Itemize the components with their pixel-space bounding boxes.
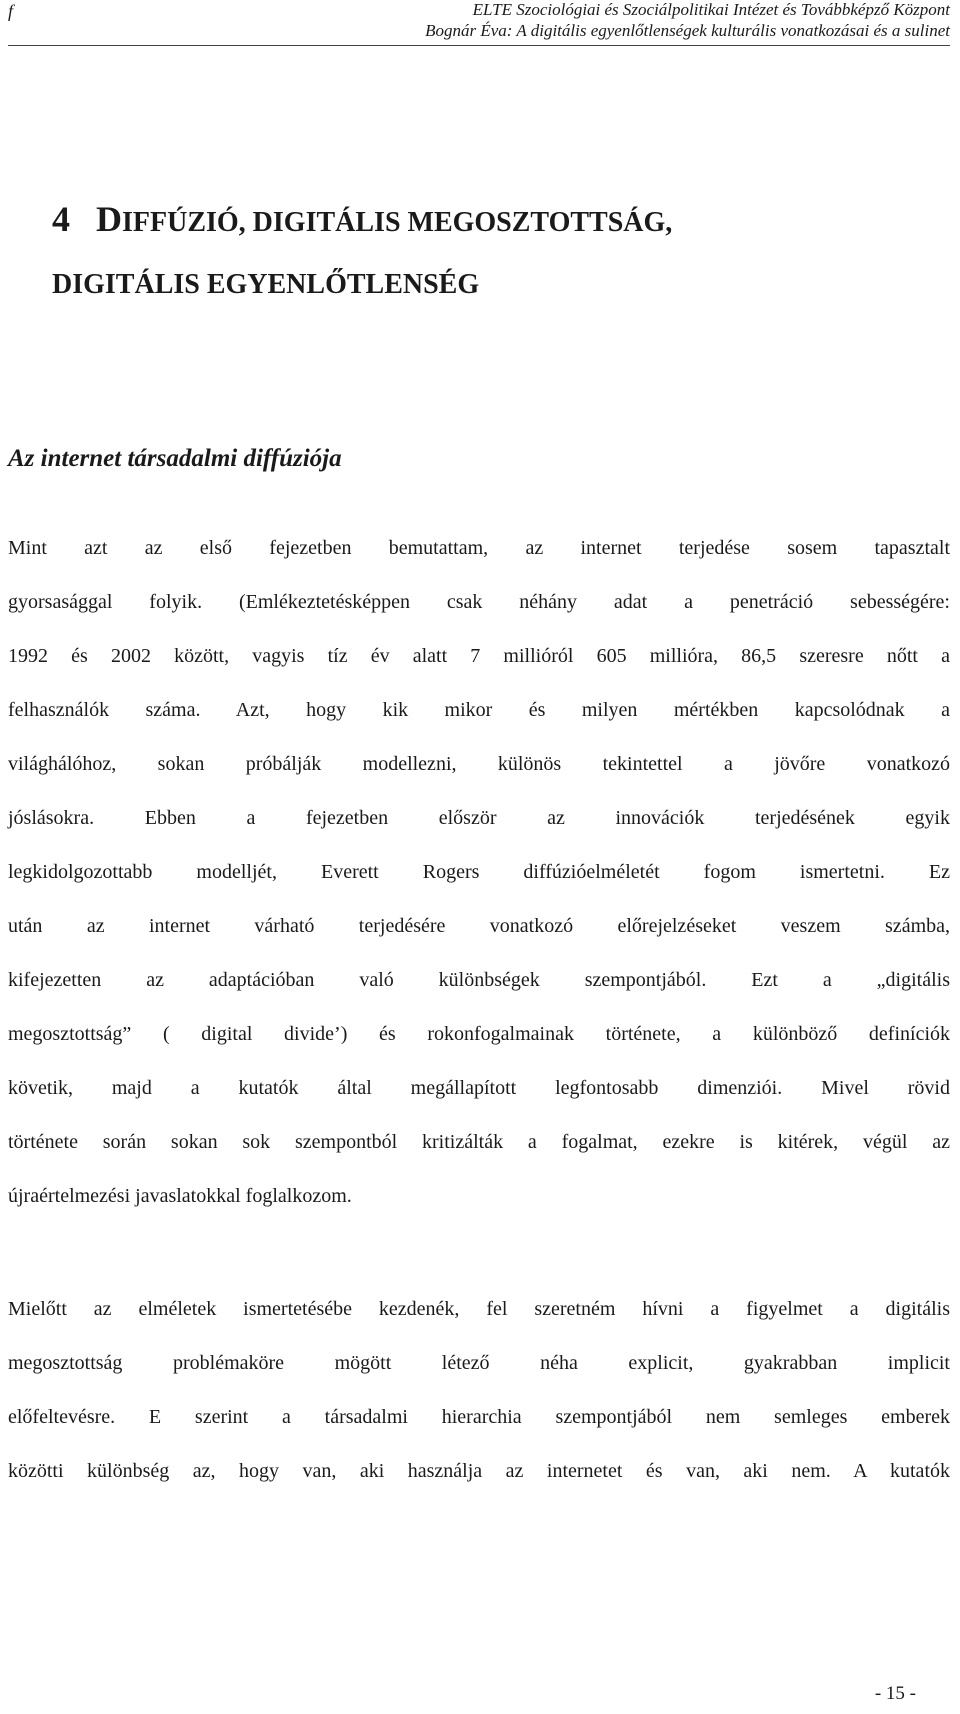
chapter-title-line2: DIGITÁLIS EGYENLŐTLENSÉG [52, 269, 480, 300]
header-author-title: Bognár Éva: A digitális egyenlőtlenségek kulturális vonatkozásai és a sulinet [425, 21, 950, 40]
paragraph-1 [8, 521, 950, 1223]
paragraph-line: után az internet várható terjedésére vonatkozó előrejelzéseket veszem számba, [8, 915, 950, 937]
paragraph-line: kifejezetten az adaptációban való különbségek szempontjából. Ezt a „digitális [8, 969, 950, 991]
paragraph-line: előfeltevésre. E szerint a társadalmi hierarchia szempontjából nem semleges emberek [8, 1406, 950, 1428]
paragraph-line: világhálóhoz, sokan próbálják modellezni, különös tekintettel a jövőre vonatkozó [8, 753, 950, 775]
paragraph-line: megosztottság problémaköre mögött létező néha explicit, gyakrabban implicit [8, 1352, 950, 1374]
page-number: - 15 - [874, 1683, 916, 1704]
paragraph-line: követik, majd a kutatók által megállapított legfontosabb dimenziói. Mivel rövid [8, 1077, 950, 1099]
chapter-title-line1: IFFÚZIÓ, DIGITÁLIS MEGOSZTOTTSÁG, [122, 207, 673, 238]
paragraph-line: közötti különbség az, hogy van, aki használja az internetet és van, aki nem. A kutatók [8, 1460, 950, 1482]
paragraph-line: Mint azt az első fejezetben bemutattam, az internet terjedése sosem tapasztalt [8, 537, 950, 559]
paragraph-line: 1992 és 2002 között, vagyis tíz év alatt 7 millióról 605 millióra, 86,5 szeresre nőtt a [8, 645, 950, 667]
paragraph-line: felhasználók száma. Azt, hogy kik mikor és milyen mértékben kapcsolódnak a [8, 699, 950, 721]
paragraph-line: megosztottság” ( digital divide’) és rokonfogalmainak története, a különböző definíciók [8, 1023, 950, 1045]
header-divider [8, 45, 950, 46]
paragraph-line: jóslásokra. Ebben a fejezetben először az innovációk terjedésének egyik [8, 807, 950, 829]
chapter-title [52, 188, 932, 316]
paragraph-line: legkidolgozottabb modelljét, Everett Rogers diffúzióelméletét fogom ismertetni. Ez [8, 861, 950, 883]
page-header [0, 0, 960, 48]
header-institution: ELTE Szociológiai és Szociálpolitikai Intézet és Továbbképző Központ [472, 0, 950, 19]
section-title: Az internet társadalmi diffúziója [8, 445, 342, 472]
chapter-number: 4 [52, 199, 70, 239]
paragraph-line: Mielőtt az elméletek ismertetésébe kezdenék, fel szeretném hívni a figyelmet a digitális [8, 1298, 950, 1320]
paragraph-line: története során sokan sok szempontból kritizálták a fogalmat, ezekre is kitérek, végül az [8, 1131, 950, 1153]
header-mark: f [8, 1, 14, 21]
paragraph-line: újraértelmezési javaslatokkal foglalkozom. [8, 1185, 352, 1207]
paragraph-2 [8, 1282, 950, 1498]
chapter-title-initial: D [96, 199, 122, 239]
paragraph-line: gyorsasággal folyik. (Emlékeztetésképpen csak néhány adat a penetráció sebességére: [8, 591, 950, 613]
